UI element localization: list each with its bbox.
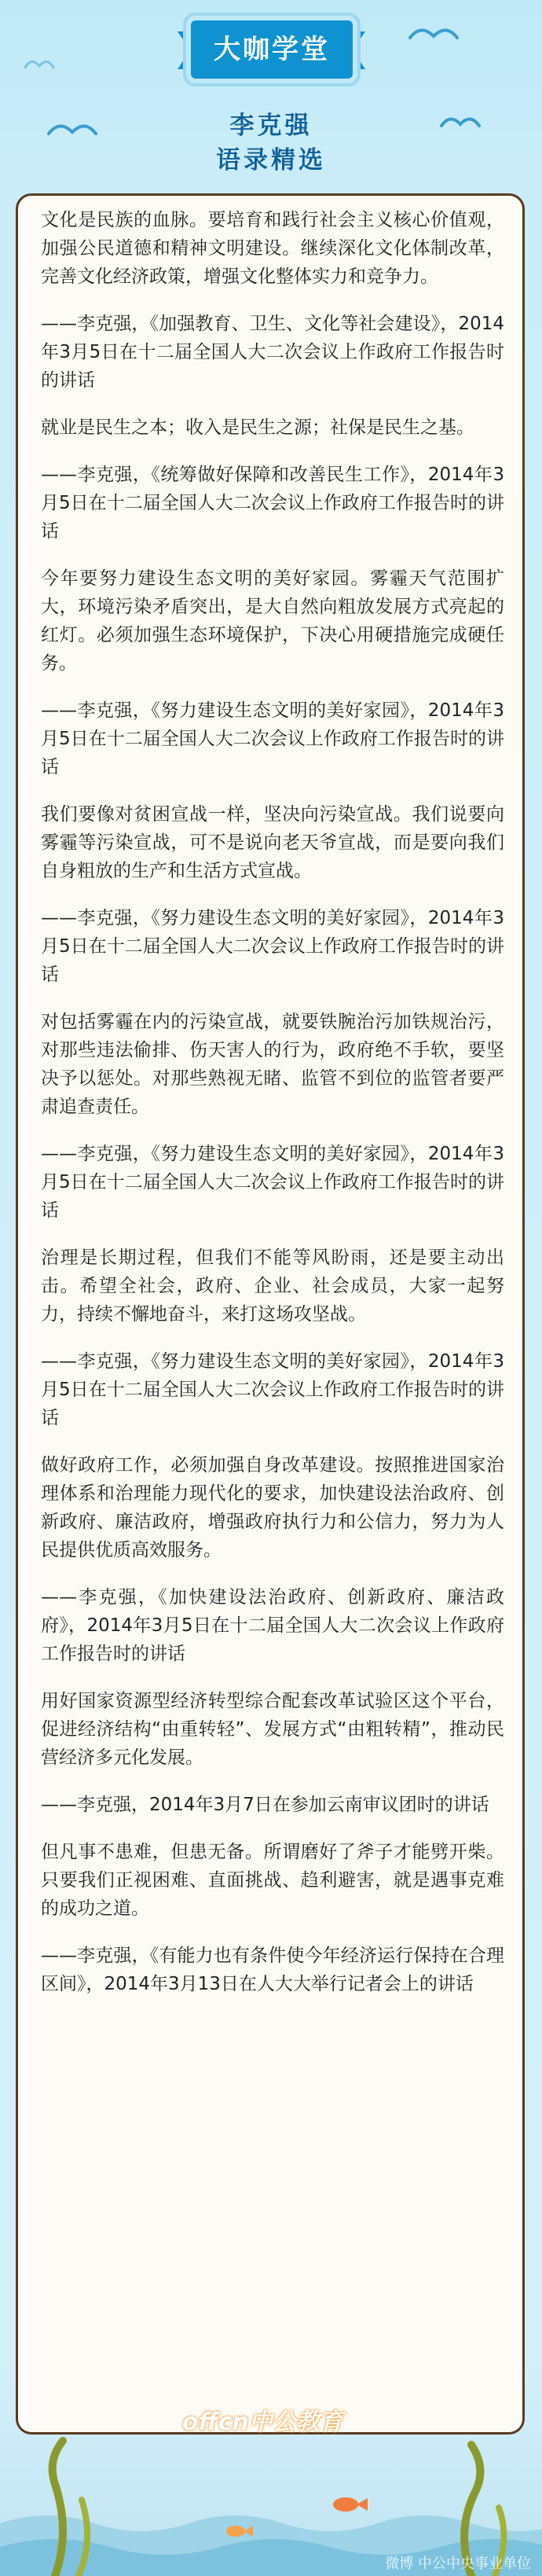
quote-text: 做好政府工作，必须加强自身改革建设。按照推进国家治理体系和治理能力现代化的要求，加快建设法治政府、创新政府、廉洁政府，增强政府执行力和公信力，努力为人民提供优质高效服务。	[41, 1455, 504, 1560]
quote-text: 对包括雾霾在内的污染宣战，就要铁腕治污加铁规治污，对那些违法偷排、伤天害人的行为，政府绝不手软，要坚决予以惩处。对那些熟视无睹、监管不到位的监管者要严肃追查责任。	[41, 1012, 504, 1117]
banner-ribbon-left	[178, 31, 190, 69]
watermark: 微博 中公中央事业单位	[385, 2556, 531, 2572]
quote-text: 用好国家资源型经济转型综合配套改革试验区这个平台，促进经济结构“由重转轻”、发展方式“由粗转精”，推动民营经济多元化发展。	[41, 1691, 504, 1768]
seagull-icon	[408, 22, 459, 44]
page-subtitle: 语录精选	[216, 146, 326, 175]
banner	[191, 20, 353, 79]
quote-source: ——李克强，《统筹做好保障和改善民生工作》，2014年3月5日在十二届全国人大二次会议上作政府工作报告时的讲话	[41, 465, 504, 542]
quote-text: 今年要努力建设生态文明的美好家园。雾霾天气范围扩大，环境污染矛盾突出，是大自然向粗放发展方式亮起的红灯。必须加强生态环境保护，下决心用硬措施完成硬任务。	[41, 568, 504, 674]
quote-source: ——李克强，《努力建设生态文明的美好家园》，2014年3月5日在十二届全国人大二次会议上作政府工作报告时的讲话	[41, 1144, 504, 1221]
offcn-logo-text: offcn中公教育	[182, 2409, 343, 2436]
quote-text: 就业是民生之本；收入是民生之源；社保是民生之基。	[41, 417, 474, 438]
quote-source: ——李克强，《加强教育、卫生、文化等社会建设》，2014年3月5日在十二届全国人大二次会议上作政府工作报告时的讲话	[41, 314, 504, 391]
quote-text: 治理是长期过程，但我们不能等风盼雨，还是要主动出击。希望全社会，政府、企业、社会成员，大家一起努力，持续不懈地奋斗，来打这场攻坚战。	[41, 1248, 504, 1325]
page-title: 李克强	[229, 112, 313, 140]
quote-source: ——李克强，《努力建设生态文明的美好家园》，2014年3月5日在十二届全国人大二次会议上作政府工作报告时的讲话	[41, 1351, 504, 1428]
seagull-icon	[24, 55, 55, 71]
quote-text: 我们要像对贫困宣战一样，坚决向污染宣战。我们说要向雾霾等污染宣战，可不是说向老天爷宣战，而是要向我们自身粗放的生产和生活方式宣战。	[41, 804, 504, 881]
quote-source: ——李克强，《加快建设法治政府、创新政府、廉洁政府》，2014年3月5日在十二届全国人大二次会议上作政府工作报告时的讲话	[41, 1587, 504, 1664]
quote-source: ——李克强，《有能力也有条件使今年经济运行保持在合理区间》，2014年3月13日在人大大举行记者会上的讲话	[41, 1946, 504, 1994]
offcn-logo	[182, 2402, 368, 2438]
banner-text: 大咖学堂	[214, 34, 330, 65]
quote-source: ——李克强，2014年3月7日在参加云南审议团时的讲话	[41, 1795, 489, 1815]
quote-text: 文化是民族的血脉。要培育和践行社会主义核心价值观，加强公民道德和精神文明建设。继续深化文化体制改革，完善文化经济政策，增强文化整体实力和竞争力。	[41, 210, 504, 287]
quote-source: ——李克强，《努力建设生态文明的美好家园》，2014年3月5日在十二届全国人大二次会议上作政府工作报告时的讲话	[41, 908, 504, 985]
banner-ribbon-right	[353, 31, 365, 69]
quote-source: ——李克强，《努力建设生态文明的美好家园》，2014年3月5日在十二届全国人大二次会议上作政府工作报告时的讲话	[41, 700, 504, 777]
quote-list	[41, 206, 504, 2017]
quote-text: 但凡事不患难，但患无备。所谓磨好了斧子才能劈开柴。只要我们正视困难、直面挑战、趋利避害，就是遇事克难的成功之道。	[41, 1842, 504, 1919]
